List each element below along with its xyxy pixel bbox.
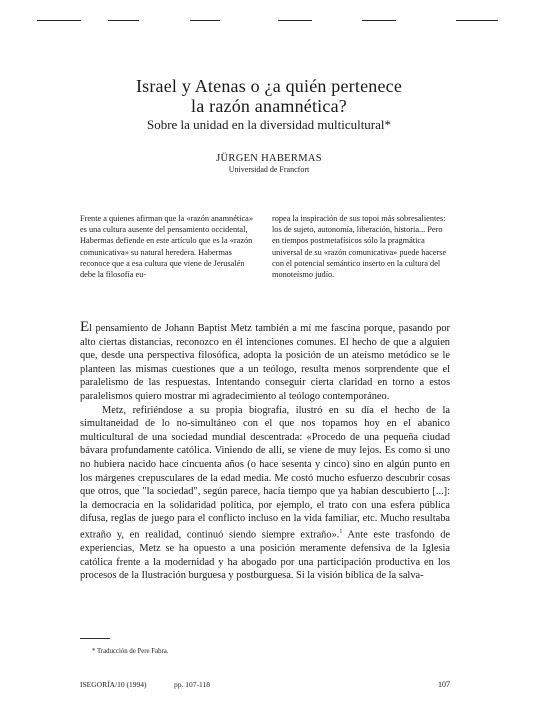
crop-mark xyxy=(362,20,396,21)
page-number: 107 xyxy=(438,680,450,689)
abstract-column-right xyxy=(272,213,450,280)
paragraph-1-text: l pensamiento de Johann Baptist Metz también a mí me fascina porque, pasando por alto ciertas distancias, reconozco en él intenciones comunes. El hecho de que a alguien que, desde una perspectiva filosófica, adopta la posición de un ateísmo metódico se le planteen las mismas cuestiones que a un teólogo, resulta menos sorprendente que el paralelismo de las respuestas. Intentando conseguir cierta claridad en torno a estos paralelismos quiero mostrar mi agradecimiento al teólogo contemporáneo. xyxy=(80,323,450,402)
initial-letter: E xyxy=(80,319,90,335)
body-paragraph-2 xyxy=(80,404,450,583)
abstract-text-right: ropea la inspiración de sus topoi más sobresalientes: los de sujeto, autonomía, liberación, historia... Pero en tiempos postmetafísicos sólo la pragmática universal de su «razón comunicativa» puede hacerse con el potencial semántico inserto en la cultura del monoteísmo judío. xyxy=(272,214,447,280)
abstract-column-left xyxy=(80,213,256,280)
journal-citation: ISEGORÍA/10 (1994) xyxy=(80,680,147,689)
crop-mark xyxy=(108,20,139,21)
crop-mark xyxy=(190,20,220,21)
footnote-text: * Traducción de Pere Fabra. xyxy=(92,648,169,655)
paragraph-2-text: Metz, refiriéndose a su propia biografía, ilustró en su día el hecho de la simultaneidad de lo no-simultáneo con el que nos topamos hoy en el abanico multicultural de una sociedad mundial descentrada: «Procedo de una pequeña ciudad bávara profundamente católica. Viniendo de allí, se viene de muy lejos. Es como si uno no hubiera nacido hace cincuenta años (o hace sesenta y cinco) sino en algún punto en los márgenes crepusculares de la edad media. Me costó mucho esfuerzo descubrir cosas que otros, que "la sociedad", según parece, hacía tiempo que ya habían descubierto [...]: la democracia en la solidaridad política, por ejemplo, el trato con una esfera pública difusa, reglas de juego para el conflicto incluso en la vida familiar, etc. Mucho resultaba extraño y, en realidad, continuó siendo siempre extraño». xyxy=(80,404,450,541)
article-body xyxy=(80,319,450,583)
abstract-text-left: Frente a quienes afirman que la «razón anamnética» es una cultura ausente del pensamiento occidental, Habermas defiende en este artículo que es la «razón comunicativa» su natural heredera. Habermas reconoce que a esa cultura que viene de Jerusalén debe la filosofía eu- xyxy=(80,214,254,280)
title-line-2: la razón anamnética? xyxy=(191,96,347,116)
crop-mark xyxy=(278,20,312,21)
crop-mark xyxy=(456,20,498,21)
author-affiliation: Universidad de Francfort xyxy=(228,165,310,174)
article-subtitle: Sobre la unidad en la diversidad multicultural* xyxy=(146,117,392,132)
title-line-1: Israel y Atenas o ¿a quién pertenece xyxy=(135,76,403,96)
author-name: JÜRGEN HABERMAS xyxy=(216,153,322,164)
body-paragraph-1 xyxy=(80,319,450,404)
crop-mark xyxy=(37,20,81,21)
page-range: pp. 107-118 xyxy=(174,680,210,689)
footnote-rule xyxy=(80,638,110,639)
paragraph-2-tail: Ante este trasfondo de experiencias, Metz se ha opuesto a una posición meramente defensiva de la Iglesia católica frente a la modernidad y ha abogado por una participación productiva en los procesos de la Ilustración burguesa y postburguesa. Si la visión bíblica de la salva- xyxy=(80,529,450,582)
article-title xyxy=(60,76,478,116)
footnote-reference: 1 xyxy=(339,528,343,535)
